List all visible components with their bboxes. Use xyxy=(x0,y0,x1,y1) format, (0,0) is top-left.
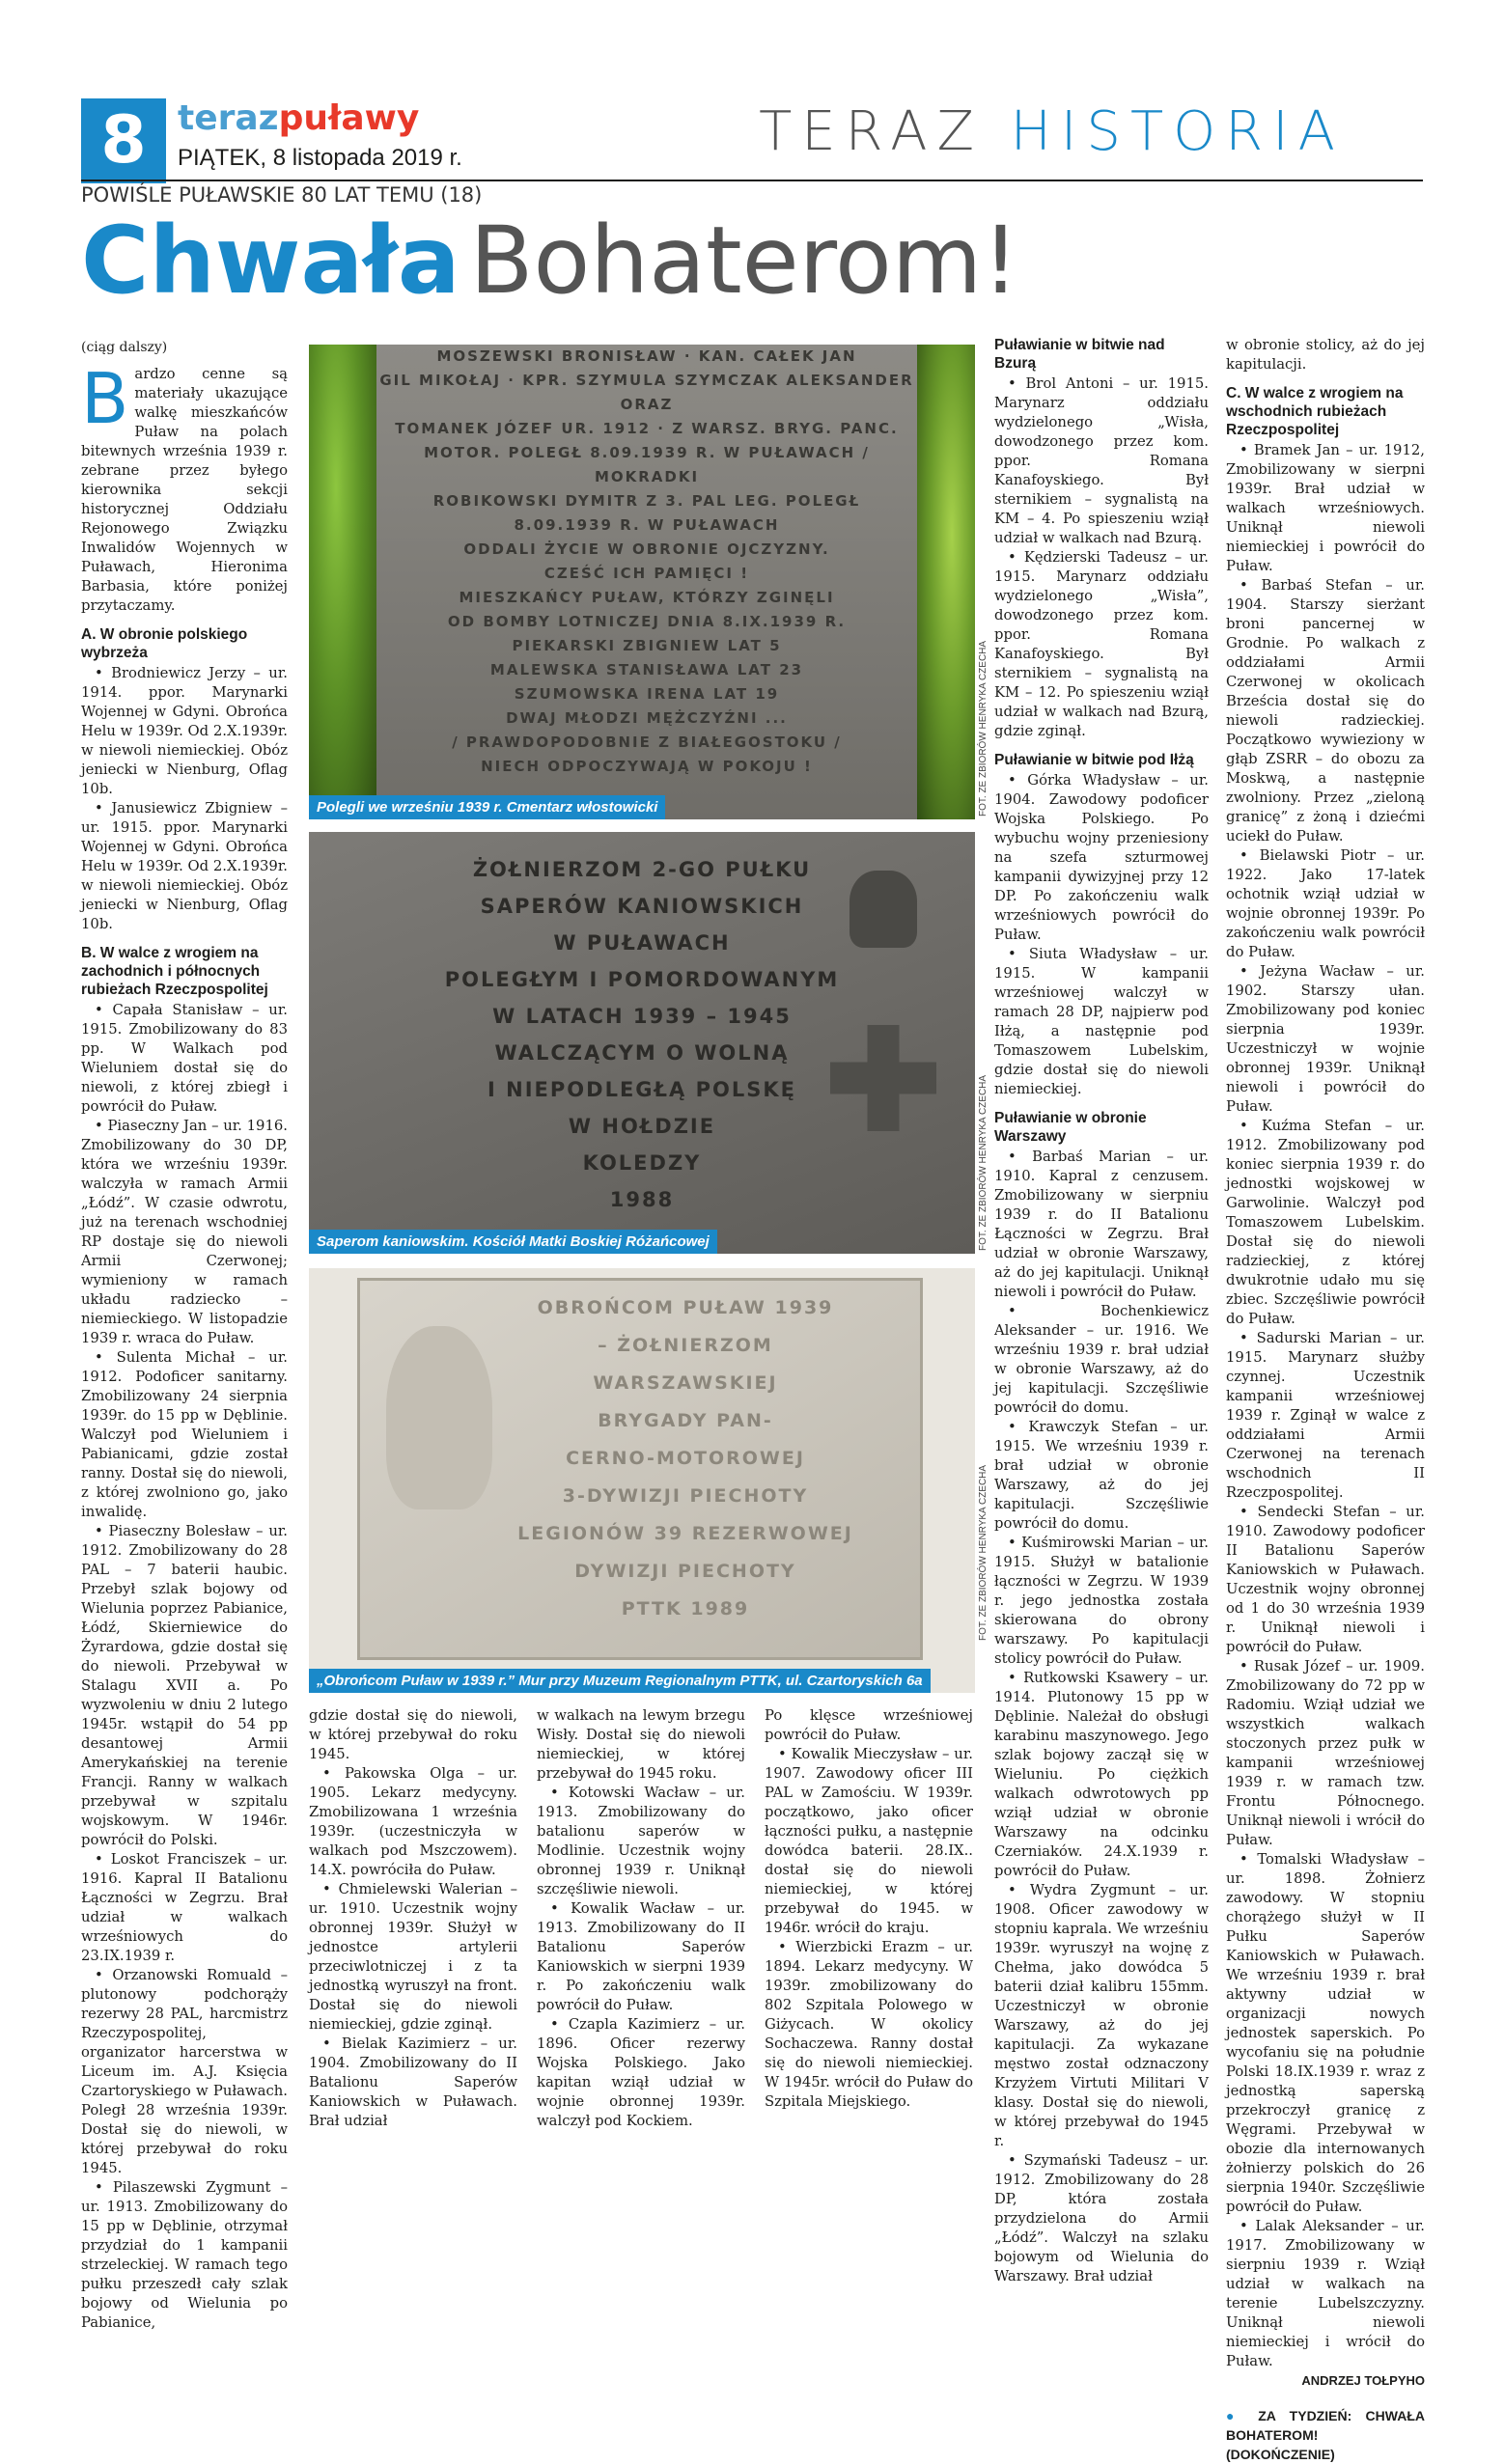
subhead-a: A. W obronie polskiego wybrzeża xyxy=(81,626,248,661)
header-rule xyxy=(81,180,1423,181)
entry: • Kuźma Stefan – ur. 1912. Zmobilizowany pod koniec sierpnia 1939 r. do jednostki wojskowej w Garwolinie. Walczył pod Tomaszowem Lubelskim. Dostał się do niewoli radzieckiej, z której dwukrotnie udało mu się zbiec. Szczęśliwie powrócił do Puław. xyxy=(1226,1118,1425,1327)
photo-credit: FOT. ZE ZBIORÓW HENRYKA CZECHA xyxy=(978,1464,989,1641)
bullet-icon: ● xyxy=(1226,2408,1244,2423)
paragraph: gdzie dostał się do niewoli, w której przebywał do roku 1945. xyxy=(309,1707,517,1762)
plaque-line: WARSZAWSKIEJ xyxy=(593,1372,778,1394)
photo-credit: FOT. ZE ZBIORÓW HENRYKA CZECHA xyxy=(978,1074,989,1251)
plaque-line: WALCZĄCYM O WOLNĄ xyxy=(494,1041,790,1065)
next-title: ZA TYDZIEŃ: CHWAŁA BOHATEROM! xyxy=(1226,2408,1425,2443)
paragraph: Po klęsce wrześniowej powrócił do Puław. xyxy=(765,1707,973,1743)
subhead-b: B. W walce z wrogiem na zachodnich i północnych rubieżach Rzeczpospolitej xyxy=(81,945,268,998)
intro-text: ardzo cenne są materiały ukazujące walkę mieszkańców Puław na polach bitewnych września 1939 r. zebrane przez byłego kierownika sekcji historycznej Oddziału Rejonowego Związku Inwalidów Wojennych w Puławach, Hieronima Barbasia, które poniżej przytaczamy. xyxy=(81,366,288,614)
plaque-line: ODDALI ŻYCIE W OBRONIE OJCZYZNY. xyxy=(463,540,830,558)
plaque-line: 8.09.1939 R. W PUŁAWACH xyxy=(514,516,780,534)
entry: • Krawczyk Stefan – ur. 1915. We wrześniu 1939 r. brał udział w obronie Warszawy, aż do jej kapitulacji. Szczęśliwie powrócił do domu. xyxy=(994,1419,1209,1532)
column-1 xyxy=(81,358,288,2333)
plaque-line: 3-DYWIZJI PIECHOTY xyxy=(562,1485,809,1507)
entry: • Sulenta Michał – ur. 1912. Podoficer sanitarny. Zmobilizowany 24 sierpnia 1939r. do 15 pp w Dęblinie. Walczył pod Wieluniem i Pabianicami, gdzie został ranny. Dostał się do niewoli, z której zwolniono go, jako inwalidę. xyxy=(81,1349,288,1520)
entry: • Barbaś Marian – ur. 1910. Kapral z cenzusem. Zmobilizowany w sierpniu 1939 r. do II Batalionu Łączności w Zegrzu. Brał udział w obronie Warszawy, aż do jej kapitulacji. Uniknął niewoli i powrócił do Puław. xyxy=(994,1149,1209,1300)
subhead-bzura: Puławianie w bitwie nad Bzurą xyxy=(994,337,1165,372)
entry: • Rusak Józef – ur. 1909. Zmobilizowany do 72 pp w Radomiu. Wziął udział we wszystkich walkach stoczonych przez pułk w kampanii wrześniowej 1939 r. w ramach tzw. Frontu Północnego. Uniknął niewoli i wrócił do Puław. xyxy=(1226,1658,1425,1848)
entry: • Bielak Kazimierz – ur. 1904. Zmobilizowany do II Batalionu Saperów Kaniowskich w Puławach. Brał udział xyxy=(309,2035,517,2129)
paragraph: w walkach na lewym brzegu Wisły. Dostał się do niewoli niemieckiej, w której przebywał do 1945 roku. xyxy=(537,1707,745,1782)
plaque-line: W HOŁDZIE xyxy=(568,1115,716,1138)
foliage-right xyxy=(917,345,975,819)
brand-pulawy: puławy xyxy=(278,98,420,138)
entry: • Bramek Jan – ur. 1912, Zmobilizowany w sierpni 1939r. Brał udział w walkach wrześniowych. Uniknął niewoli niemieckiej i powrócił do Puław. xyxy=(1226,442,1425,574)
section-title-b: HISTORIA xyxy=(1010,100,1345,163)
plaque-line: ORAZ xyxy=(620,396,674,413)
entry: • Brodniewicz Jerzy – ur. 1914. ppor. Marynarki Wojennej w Gdyni. Obrońca Helu w 1939r. Od 2.X.1939r. w niewoli niemieckiej. Obóz jeniecki w Nienburg, Oflag 10b. xyxy=(81,665,288,797)
entry: • Brol Antoni – ur. 1915. Marynarz oddziału wydzielonego „Wisła, dowodzonego przez kom. ppor. Romana Kanafoyskiego. Był sternikiem – sygnalistą na KM – 4. Po spieszeniu wziął udział w walkach nad Bzurą. xyxy=(994,375,1209,546)
issue-date: PIĄTEK, 8 listopada 2019 r. xyxy=(178,145,462,171)
column-3 xyxy=(537,1706,745,2131)
plaque-line: BRYGADY PAN- xyxy=(598,1410,773,1431)
entry: • Piaseczny Bolesław – ur. 1912. Zmobilizowany do 28 PAL – 7 baterii haubic. Przebył szlak bojowy od Wielunia poprzez Pabianice, Łódź, Skierniewice do Żyrardowa, gdzie dostał się do niewoli. Przebywał w Stalagu XVII a. Po wyzwoleniu w dniu 2 lutego 1945r. wstąpił do 54 pp desantowej Armii Amerykańskiej na terenie Francji. Ranny w walkach przebywał w szpitalu wojskowym. W 1946r. powrócił do Polski. xyxy=(81,1523,288,1848)
entry: • Capała Stanisław – ur. 1915. Zmobilizowany do 83 pp. W Walkach pod Wieluniem dostał się do niewoli, z której zbiegł i powrócił do Puław. xyxy=(81,1002,288,1115)
entry: • Chmielewski Walerian – ur. 1910. Uczestnik wojny obronnej 1939r. Służył w jednostce artylerii przeciwlotniczej i z ta jednostką wyruszył na front. Dostał się do niewoli niemieckiej, gdzie zginął. xyxy=(309,1881,517,2033)
plaque-line: W LATACH 1939 – 1945 xyxy=(492,1005,792,1028)
entry: • Kędzierski Tadeusz – ur. 1915. Marynarz oddziału wydzielonego „Wisła”, dowodzonego przez kom. ppor. Romana Kanafoyskiego. Był sternikiem – sygnalistą na KM – 12. Po spieszeniu wziął udział w walkach nad Bzurą, gdzie zginął. xyxy=(994,549,1209,739)
section-title xyxy=(759,100,1345,163)
brand-logo xyxy=(178,98,419,138)
entry: • Wierzbicki Erazm – ur. 1894. Lekarz medycyny. W 1939r. zmobilizowany do 802 Szpitala Polowego w Giżycach. W okolicy Sochaczewa. Ranny dostał się do niewoli niemieckiej. W 1945r. wrócił do Puław do Szpitala Miejskiego. xyxy=(765,1939,973,2110)
entry: • Wydra Zygmunt – ur. 1908. Oficer zawodowy w stopniu kaprala. We wrześniu 1939r. wyruszył na wojnę z Chełma, jako dowódca 5 baterii dział kalibru 155mm. Uczestniczył w obronie Warszawy, aż do jej kapitulacji. Za wykazane męstwo został odznaczony Krzyżem Virtuti Militari V klasy. Dostał się do niewoli, w której przebywał do 1945 r. xyxy=(994,1882,1209,2149)
plaque-line: 1988 xyxy=(609,1188,675,1211)
plaque-line: MOTOR. POLEGŁ 8.09.1939 R. W PUŁAWACH / MOKRADKI xyxy=(424,444,870,485)
foliage-left xyxy=(309,345,376,819)
entry: • Kowalik Mieczysław – ur. 1907. Zawodowy oficer III PAL w Zamościu. W 1939r. początkowo, jako oficer łączności pułku, a następnie dowódca baterii. 28.IX.. dostał się do niewoli niemieckiej, w której przebywał do 1945. w 1946r. wrócił do kraju. xyxy=(765,1746,973,1936)
entry: • Siuta Władysław – ur. 1915. W kampanii wrześniowej walczył w ramach 28 DP, najpierw pod Iłżą, a następnie pod Tomaszowem Lubelskim, gdzie dostał się do niewoli niemieckiej. xyxy=(994,946,1209,1097)
paragraph: w obronie stolicy, aż do jej kapitulacji. xyxy=(1226,337,1425,373)
entry: • Pakowska Olga – ur. 1905. Lekarz medycyny. Zmobilizowana 1 września 1939r. (uczestniczyła w walkach pod Mszczowem). 14.X. powróciła do Puław. xyxy=(309,1765,517,1878)
entry: • Barbaś Stefan – ur. 1904. Starszy sierżant broni pancernej w Grodnie. Po walkach z oddziałami Armii Czerwonej w okolicach Brześcia dostał się do niewoli radzieckiej. Początkowo wywieziony w głąb ZSRR – do obozu za Moskwą, a następnie zwolniony. Przez „zieloną granicę” z żoną i dziećmi uciekł do Puław. xyxy=(1226,577,1425,844)
next-week-teaser xyxy=(1226,2406,1425,2464)
entry: • Loskot Franciszek – ur. 1916. Kapral II Batalionu Łączności w Zegrzu. Brał udział w walkach wrześniowych do 23.IX.1939 r. xyxy=(81,1851,288,1964)
entry: • Tomalski Władysław – ur. 1898. Żołnierz zawodowy. W stopniu chorążego służył w II Pułku Saperów Kaniowskich w Puławach. We wrześniu 1939 r. brał aktywny udział w organizacji nowych jednostek saperskich. Po wycofaniu się na południe Polski 18.IX.1939 r. wraz z jednostką saperską przekroczył granicę z Węgrami. Przebywał w obozie dla internowanych żołnierzy polskich do 26 sierpnia 1940r. Szczęśliwie powrócił do Puław. xyxy=(1226,1851,1425,2215)
plaque-line: TOMANEK JÓZEF UR. 1912 · Z WARSZ. BRYG. PANC. xyxy=(395,420,899,437)
plaque-line: LEGIONÓW 39 REZERWOWEJ xyxy=(517,1523,853,1544)
plaque-line: GIL MIKOŁAJ · KPR. SZYMULA SZYMCZAK ALEKSANDER xyxy=(379,372,914,389)
subhead-warszawa: Puławianie w obronie Warszawy xyxy=(994,1110,1147,1145)
entry: • Sendecki Stefan – ur. 1910. Zawodowy podoficer II Batalionu Saperów Kaniowskich w Puławach. Uczestnik wojny obronnej od 1 do 30 września 1939 r. Uniknął niewoli i powrócił do Puław. xyxy=(1226,1504,1425,1655)
plaque-line: MOSZEWSKI BRONISŁAW · KAN. CAŁEK JAN xyxy=(436,347,857,365)
column-4 xyxy=(765,1706,973,2112)
entry: • Czapla Kazimierz – ur. 1896. Oficer rezerwy Wojska Polskiego. Jako kapitan wziął udział w wojnie obronnej 1939r. walczył pod Kockiem. xyxy=(537,2016,745,2129)
column-6 xyxy=(1226,336,1425,2464)
entry: • Bochenkiewicz Aleksander – ur. 1916. We wrześniu 1939 r. brał udział w obronie Warszawy, aż do jej kapitulacji. Szczęśliwie powrócił do domu. xyxy=(994,1303,1209,1416)
caption: Saperom kaniowskim. Kościół Matki Boskiej Różańcowej xyxy=(309,1230,717,1254)
plaque-line: W PUŁAWACH xyxy=(553,931,731,955)
photo-defenders-plaque xyxy=(309,1268,975,1693)
continued-note: (ciąg dalszy) xyxy=(81,340,168,355)
entry: • Kuśmirowski Marian – ur. 1915. Służył w batalionie łączności w Zegrzu. W 1939 r. jego jednostka została skierowana do obrony warszawy. Po kapitulacji stolicy powrócił do Puław. xyxy=(994,1535,1209,1667)
entry: • Kotowski Wacław – ur. 1913. Zmobilizowany do batalionu saperów w Modlinie. Uczestnik wojny obronnej 1939 r. Uniknął szczęśliwie niewoli. xyxy=(537,1785,745,1897)
entry: • Bielawski Piotr – ur. 1922. Jako 17-latek ochotnik wziął udział w wojnie obronnej 1939r. Po zakończeniu walk powrócił do Puław. xyxy=(1226,847,1425,960)
headline-light: Bohaterom! xyxy=(469,207,1019,315)
headline xyxy=(81,208,1019,314)
plaque-text xyxy=(454,1289,917,1628)
entry: • Pilaszewski Zygmunt – ur. 1913. Zmobilizowany do 15 pp w Dęblinie, otrzymał przydział do 1 kampanii strzeleckiej. W ramach tego pułku przeszedł cały szlak bojowy od Wielunia po Pabianice, xyxy=(81,2179,288,2331)
plaque-line: PTTK 1989 xyxy=(621,1598,750,1620)
plaque-line: POLEGŁYM I POMORDOWANYM xyxy=(444,968,840,991)
plaque-line: CERNO-MOTOROWEJ xyxy=(566,1448,805,1469)
entry: • Piaseczny Jan – ur. 1916. Zmobilizowany do 30 DP, która we wrześniu 1939r. walczyła w ramach Armii „Łódź”. W czasie odwrotu, już na terenach wschodniej RP dostaje się do niewoli Armii Czerwonej; wymieniony w ramach układu radziecko – niemieckiego. W listopadzie 1939 r. wraca do Puław. xyxy=(81,1118,288,1346)
page-number: 8 xyxy=(81,98,166,183)
plaque-line: NIECH ODPOCZYWAJĄ W POKOJU ! xyxy=(481,758,813,775)
plaque-line: MALEWSKA STANISŁAWA LAT 23 xyxy=(489,661,804,678)
plaque-line: PIEKARSKI ZBIGNIEW LAT 5 xyxy=(512,637,782,654)
entry: • Szymański Tadeusz – ur. 1912. Zmobilizowany do 28 DP, która została przydzielona do Armii „Łódź”. Walczył na szlaku bojowym od Wielunia do Warszawy. Brał udział xyxy=(994,2152,1209,2284)
plaque-line: DWAJ MŁODZI MĘŻCZYŹNI ... xyxy=(506,709,788,727)
plaque-line: KOLEDZY xyxy=(582,1151,702,1175)
photo-sappers-plaque xyxy=(309,832,975,1254)
photo-cemetery-plaque xyxy=(309,345,975,819)
plaque-line: OBROŃCOM PUŁAW 1939 xyxy=(537,1297,834,1318)
entry: • Kowalik Wacław – ur. 1913. Zmobilizowany do II Batalionu Saperów Kaniowskich w sierpni 1939 r. Po zakończeniu walk powrócił do Puław. xyxy=(537,1900,745,2013)
entry: • Lalak Aleksander – ur. 1917. Zmobilizowany w sierpniu 1939 r. Wziął udział w walkach na terenie Lubelszczyzny. Uniknął niewoli niemieckiej i wrócił do Puław. xyxy=(1226,2218,1425,2369)
brand-teraz: teraz xyxy=(178,98,279,138)
entry: • Sadurski Marian – ur. 1915. Marynarz służby czynnej. Uczestnik kampanii wrześniowej 1939 r. Zginął w walce z oddziałami Armii Czerwonej na terenach wschodnich II Rzeczpospolitej. xyxy=(1226,1330,1425,1501)
entry: • Górka Władysław – ur. 1904. Zawodowy podoficer Wojska Polskiego. Po wybuchu wojny przeniesiony na szefa szturmowej kampanii dywizyjnej przy 12 DP. Po zakończeniu walk wrześniowych powrócił do Puław. xyxy=(994,772,1209,943)
photo-credit: FOT. ZE ZBIORÓW HENRYKA CZECHA xyxy=(978,640,989,817)
plaque-line: ROBIKOWSKI DYMITR Z 3. PAL LEG. POLEGŁ xyxy=(432,492,861,510)
next-note: (DOKOŃCZENIE) xyxy=(1226,2447,1335,2462)
plaque-line: / PRAWDOPODOBNIE Z BIAŁEGOSTOKU / xyxy=(452,734,842,751)
headline-bold: Chwała xyxy=(81,207,460,315)
caption: „Obrońcom Puław w 1939 r.” Mur przy Muzeum Regionalnym PTTK, ul. Czartoryskich 6a xyxy=(309,1669,931,1693)
plaque-line: SZUMOWSKA IRENA LAT 19 xyxy=(514,685,780,703)
intro-paragraph xyxy=(81,358,288,616)
plaque-text xyxy=(376,345,917,779)
entry: • Orzanowski Romuald – plutonowy podchorąży rezerwy 28 PAL, harcmistrz Rzeczypospolitej, organizator harcerstwa w Liceum im. A.J. Księcia Czartoryskiego w Puławach. Poległ 28 września 1939r. Dostał się do niewoli, w której przebywał do roku 1945. xyxy=(81,1967,288,2176)
subhead-c: C. W walce z wrogiem na wschodnich rubieżach Rzeczpospolitej xyxy=(1226,385,1404,438)
plaque-line: MIESZKAŃCY PUŁAW, KTÓRZY ZGINĘLI xyxy=(459,589,835,606)
plaque-line: CZEŚĆ ICH PAMIĘCI ! xyxy=(543,565,750,582)
subhead-ilza: Puławianie w bitwie pod Iłżą xyxy=(994,752,1194,768)
caption: Polegli we wrześniu 1939 r. Cmentarz włostowicki xyxy=(309,795,665,819)
column-5 xyxy=(994,336,1209,2286)
plaque-line: OD BOMBY LOTNICZEJ DNIA 8.IX.1939 R. xyxy=(447,613,847,630)
plaque-line: SAPERÓW KANIOWSKICH xyxy=(480,895,804,918)
kicker: POWIŚLE PUŁAWSKIE 80 LAT TEMU (18) xyxy=(81,183,483,207)
entry: • Rutkowski Ksawery – ur. 1914. Plutonowy 15 pp w Dęblinie. Należał do obsługi karabinu maszynowego. Jego szlak bojowy zaczął się w Wieluniu. Po ciężkich walkach odwrotowych pp wziął udział w obronie Warszawy na odcinku Czerniaków. 24.X.1939 r. powrócił do Puław. xyxy=(994,1670,1209,1879)
plaque-line: I NIEPODLEGŁĄ POLSKĘ xyxy=(487,1078,796,1101)
plaque-line: DYWIZJI PIECHOTY xyxy=(574,1561,796,1582)
plaque-line: – ŻOŁNIERZOM xyxy=(598,1335,773,1356)
dropcap: B xyxy=(81,358,129,439)
author: ANDRZEJ TOŁPYHO xyxy=(1301,2373,1425,2388)
section-title-a: TERAZ xyxy=(759,100,984,163)
eagle-emblem xyxy=(849,871,917,948)
plaque-line: ŻOŁNIERZOM 2-GO PUŁKU xyxy=(472,858,812,881)
entry: • Jeżyna Wacław – ur. 1902. Starszy ułan. Zmobilizowany pod koniec sierpnia 1939r. Uczestniczył w wojnie obronnej 1939r. Uniknął niewoli i powrócił do Puław. xyxy=(1226,963,1425,1115)
column-2 xyxy=(309,1706,517,2131)
entry: • Janusiewicz Zbigniew – ur. 1915. ppor. Marynarki Wojennej w Gdyni. Obrońca Helu w 1939r. Od 2.X.1939r. w niewoli niemieckiej. Obóz jeniecki w Nienburg, Oflag 10b. xyxy=(81,800,288,932)
